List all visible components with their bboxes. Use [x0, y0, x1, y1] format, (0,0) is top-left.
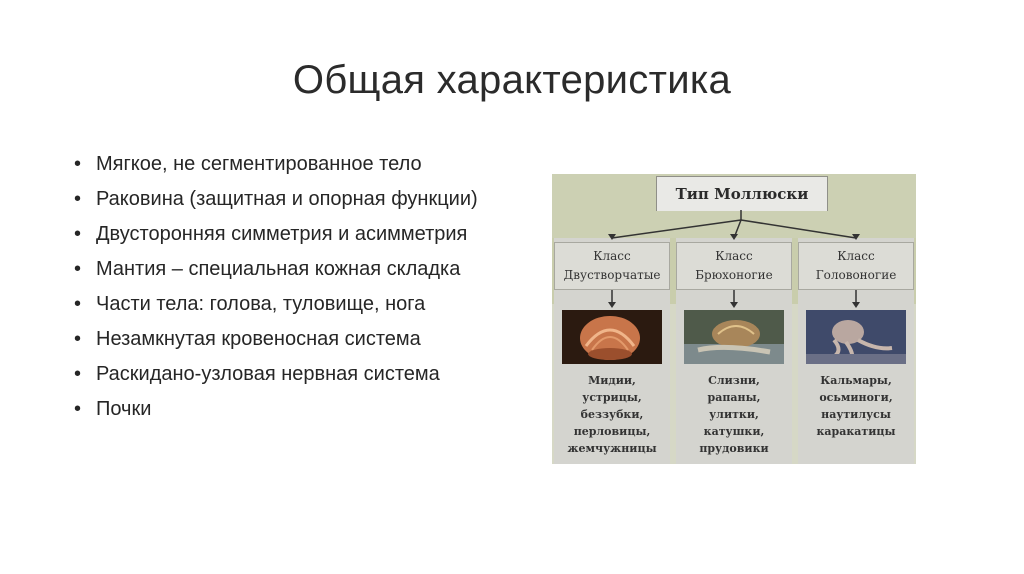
bullet-dot: •: [74, 258, 82, 280]
bullet-item: • Незамкнутая кровеносная система: [74, 328, 421, 350]
class-box: Класс Двустворчатые: [554, 242, 670, 290]
slide-title: Общая характеристика: [292, 58, 732, 102]
examples-text: Слизни, рапаны, улитки, катушки, прудовики: [699, 374, 769, 455]
bullet-item: • Раковина (защитная и опорная функции): [74, 188, 478, 210]
bullet-dot: •: [74, 153, 82, 175]
root-node: Тип Моллюски: [656, 176, 828, 211]
bullet-item: • Почки: [74, 398, 152, 420]
connector-arrows: [552, 174, 916, 464]
examples-text: Кальмары, осьминоги, наутилусы каракатицы: [816, 374, 896, 438]
bullet-list: [72, 152, 512, 432]
bullet-dot: •: [74, 328, 82, 350]
mollusk-classification-diagram: [552, 174, 916, 464]
bullet-dot: •: [74, 188, 82, 210]
bullet-item: • Раскидано-узловая нервная система: [74, 363, 440, 385]
bullet-item: • Части тела: голова, туловище, нога: [74, 293, 426, 315]
class-box: Класс Брюхоногие: [676, 242, 792, 290]
bullet-item: • Двусторонняя симметрия и асимметрия: [74, 223, 468, 245]
bullet-dot: •: [74, 363, 82, 385]
bullet-item: • Мягкое, не сегментированное тело: [74, 153, 422, 175]
bullet-dot: •: [74, 293, 82, 315]
bullet-dot: •: [74, 398, 82, 420]
bullet-dot: •: [74, 223, 82, 245]
class-box: Класс Головоногие: [798, 242, 914, 290]
bullet-item: • Мантия – специальная кожная складка: [74, 258, 461, 280]
examples-text: Мидии, устрицы, беззубки, перловицы, жемчужницы: [567, 374, 657, 455]
